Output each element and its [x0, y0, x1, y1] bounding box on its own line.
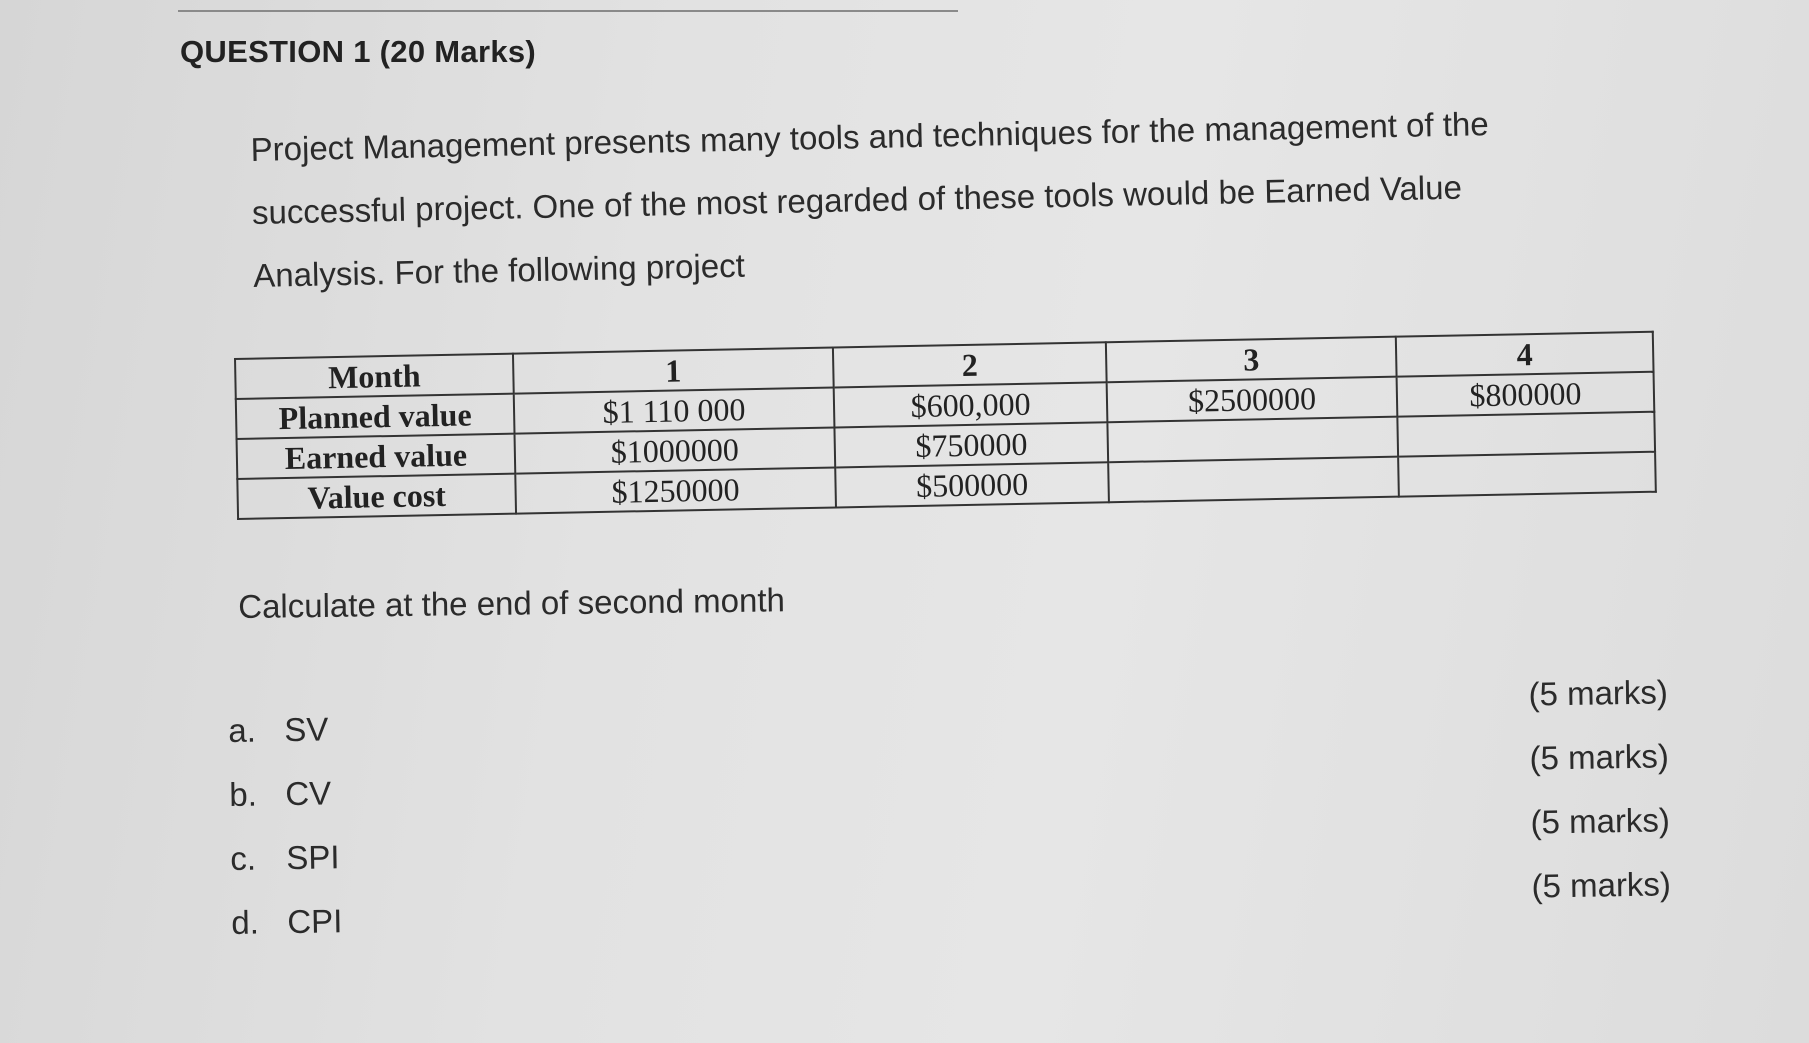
item-letter: d. — [231, 903, 260, 941]
month-cell: 1 — [513, 348, 834, 394]
item-label: CV — [284, 774, 332, 813]
item-label: SV — [283, 710, 329, 749]
top-divider — [178, 10, 958, 12]
item-marks: (5 marks) — [1528, 673, 1669, 713]
item-marks: (5 marks) — [1531, 865, 1672, 905]
intro-line: Analysis. For the following project — [252, 246, 746, 294]
table-cell: $2500000 — [1107, 377, 1397, 423]
table-cell — [1398, 452, 1656, 497]
month-cell: 2 — [833, 342, 1107, 387]
intro-paragraph — [250, 88, 1674, 307]
table-cell: $750000 — [834, 422, 1108, 467]
item-marks: (5 marks) — [1529, 737, 1670, 777]
table-cell: $500000 — [835, 462, 1109, 507]
table-cell: $600,000 — [834, 382, 1108, 427]
item-letter: a. — [228, 711, 257, 749]
intro-line: successful project. One of the most regarded of these tools would be Earned Value — [251, 168, 1463, 231]
item-letter: c. — [230, 839, 257, 877]
table-cell — [1108, 457, 1398, 503]
item-marks: (5 marks) — [1530, 801, 1671, 841]
table-cell — [1397, 412, 1655, 457]
calculation-prompt: Calculate at the end of second month — [238, 581, 786, 625]
month-cell: 3 — [1106, 337, 1396, 383]
item-letter: b. — [229, 775, 258, 813]
row-label-cell: Earned value — [237, 434, 516, 479]
question-list — [228, 673, 1672, 968]
item-label: SPI — [286, 838, 340, 877]
item-label: CPI — [287, 902, 343, 941]
earned-value-table — [234, 331, 1657, 520]
table-cell: $1000000 — [515, 427, 836, 473]
question-heading: QUESTION 1 (20 Marks) — [180, 34, 537, 69]
table-cell: $1 110 000 — [514, 387, 835, 433]
table-cell: $800000 — [1396, 372, 1654, 417]
month-cell: 4 — [1396, 332, 1654, 377]
row-label-cell: Value cost — [237, 474, 516, 519]
table-cell: $1250000 — [515, 467, 836, 513]
month-header-cell: Month — [235, 354, 514, 399]
table-cell — [1108, 417, 1398, 463]
row-label-cell: Planned value — [236, 394, 515, 439]
intro-line: Project Management presents many tools and techniques for the management of the — [250, 105, 1490, 168]
